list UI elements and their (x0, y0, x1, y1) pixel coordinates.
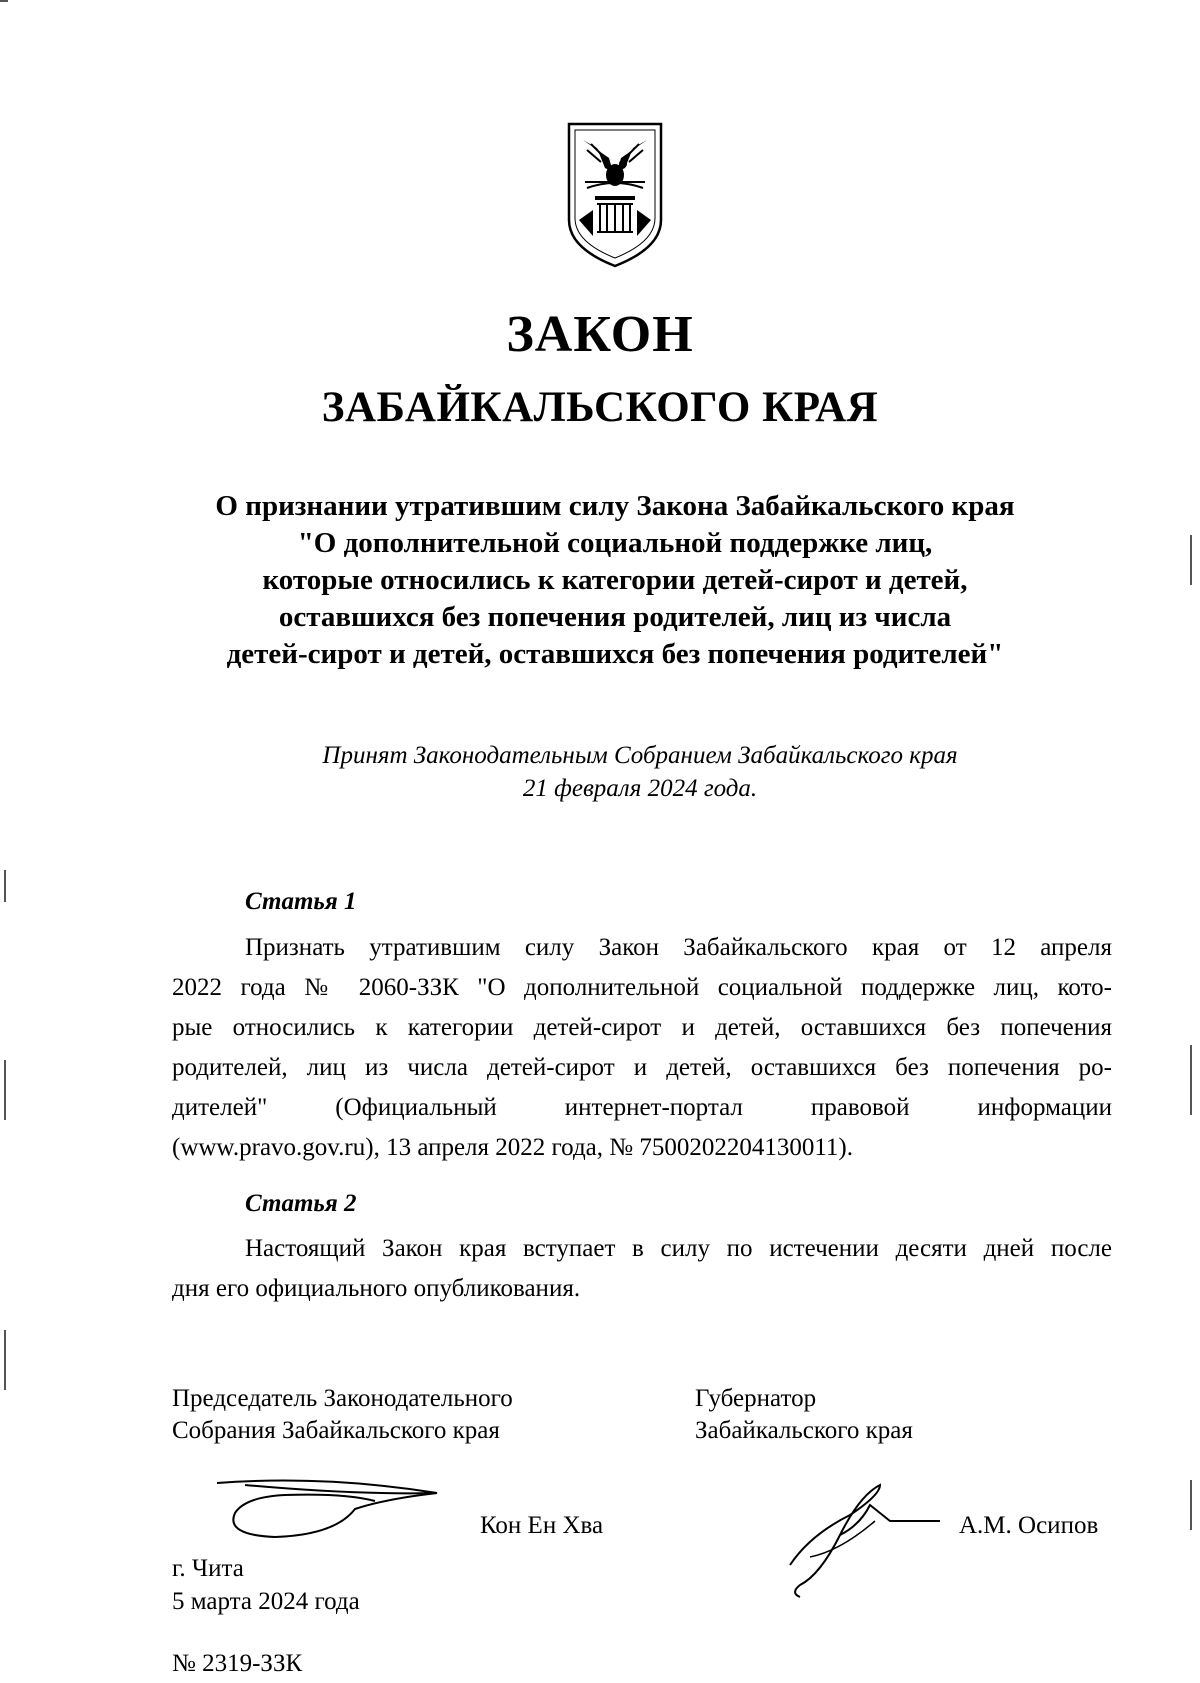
article-line: Настоящий Закон края вступает в силу по истечении десяти дней после (245, 1235, 1112, 1262)
scan-artifact (1190, 1045, 1192, 1115)
subject-line: детей-сирот и детей, оставшихся без попечения родителей" (226, 638, 1004, 670)
scan-artifact (1190, 535, 1192, 585)
governor-signature (780, 1475, 960, 1605)
law-title: ЗАКОН (506, 306, 694, 363)
chairman-title-line: Собрания Забайкальского края (172, 1417, 500, 1444)
article-line: Признать утратившим силу Закон Забайкальского края от 12 апреля (245, 934, 1112, 961)
law-region-title: ЗАБАЙКАЛЬСКОГО КРАЯ (321, 384, 879, 431)
subject-line: которые относились к категории детей-сирот и детей, (262, 564, 968, 596)
governor-title-line: Губернатор (695, 1385, 817, 1412)
article-2-text (172, 1229, 1112, 1309)
scan-artifact (4, 1060, 6, 1120)
law-subject (150, 488, 1080, 673)
article-line: 2022 года № 2060-ЗЗК "О дополнительной социальной поддержке лиц, кото- (172, 974, 1112, 1001)
coat-of-arms-emblem (565, 120, 665, 270)
governor-name: А.М. Осипов (959, 1512, 1099, 1539)
signing-date: 5 марта 2024 года (172, 1588, 360, 1615)
chairman-title (172, 1383, 513, 1447)
article-1-heading: Статья 1 (245, 888, 357, 915)
article-line: родителей, лиц из числа детей-сирот и детей, оставшихся без попечения ро- (172, 1054, 1112, 1081)
article-line: (www.pravo.gov.ru), 13 апреля 2022 года, № 7500202204130011). (172, 1134, 854, 1161)
article-1-text (172, 928, 1112, 1168)
chairman-name: Кон Ен Хва (480, 1512, 604, 1539)
chairman-title-line: Председатель Законодательного (172, 1385, 513, 1412)
signing-city: г. Чита (172, 1555, 244, 1582)
article-2-heading: Статья 2 (245, 1190, 357, 1217)
scan-artifact (4, 1330, 6, 1390)
subject-line: О признании утратившим силу Закона Забайкальского края (215, 490, 1015, 522)
subject-line: оставшихся без попечения родителей, лиц из числа (278, 601, 952, 633)
article-line: дителей" (Официальный интернет-портал правовой информации (172, 1094, 1112, 1121)
chairman-signature (205, 1465, 445, 1545)
adoption-date: 21 февраля 2024 года. (522, 775, 758, 802)
subject-line: "О дополнительной социальной поддержке лиц, (297, 527, 933, 559)
article-line: дня его официального опубликования. (172, 1275, 581, 1302)
scan-artifact (0, 0, 8, 2)
article-line: рые относились к категории детей-сирот и детей, оставшихся без попечения (172, 1014, 1112, 1041)
governor-title-line: Забайкальского края (695, 1417, 913, 1444)
governor-title (695, 1383, 913, 1447)
adoption-line: Принят Законодательным Собранием Забайкальского края (322, 742, 958, 769)
law-number: № 2319-ЗЗК (172, 1650, 303, 1677)
scan-artifact (4, 870, 6, 902)
adoption-note (200, 739, 1080, 805)
scan-artifact (1190, 1480, 1192, 1530)
